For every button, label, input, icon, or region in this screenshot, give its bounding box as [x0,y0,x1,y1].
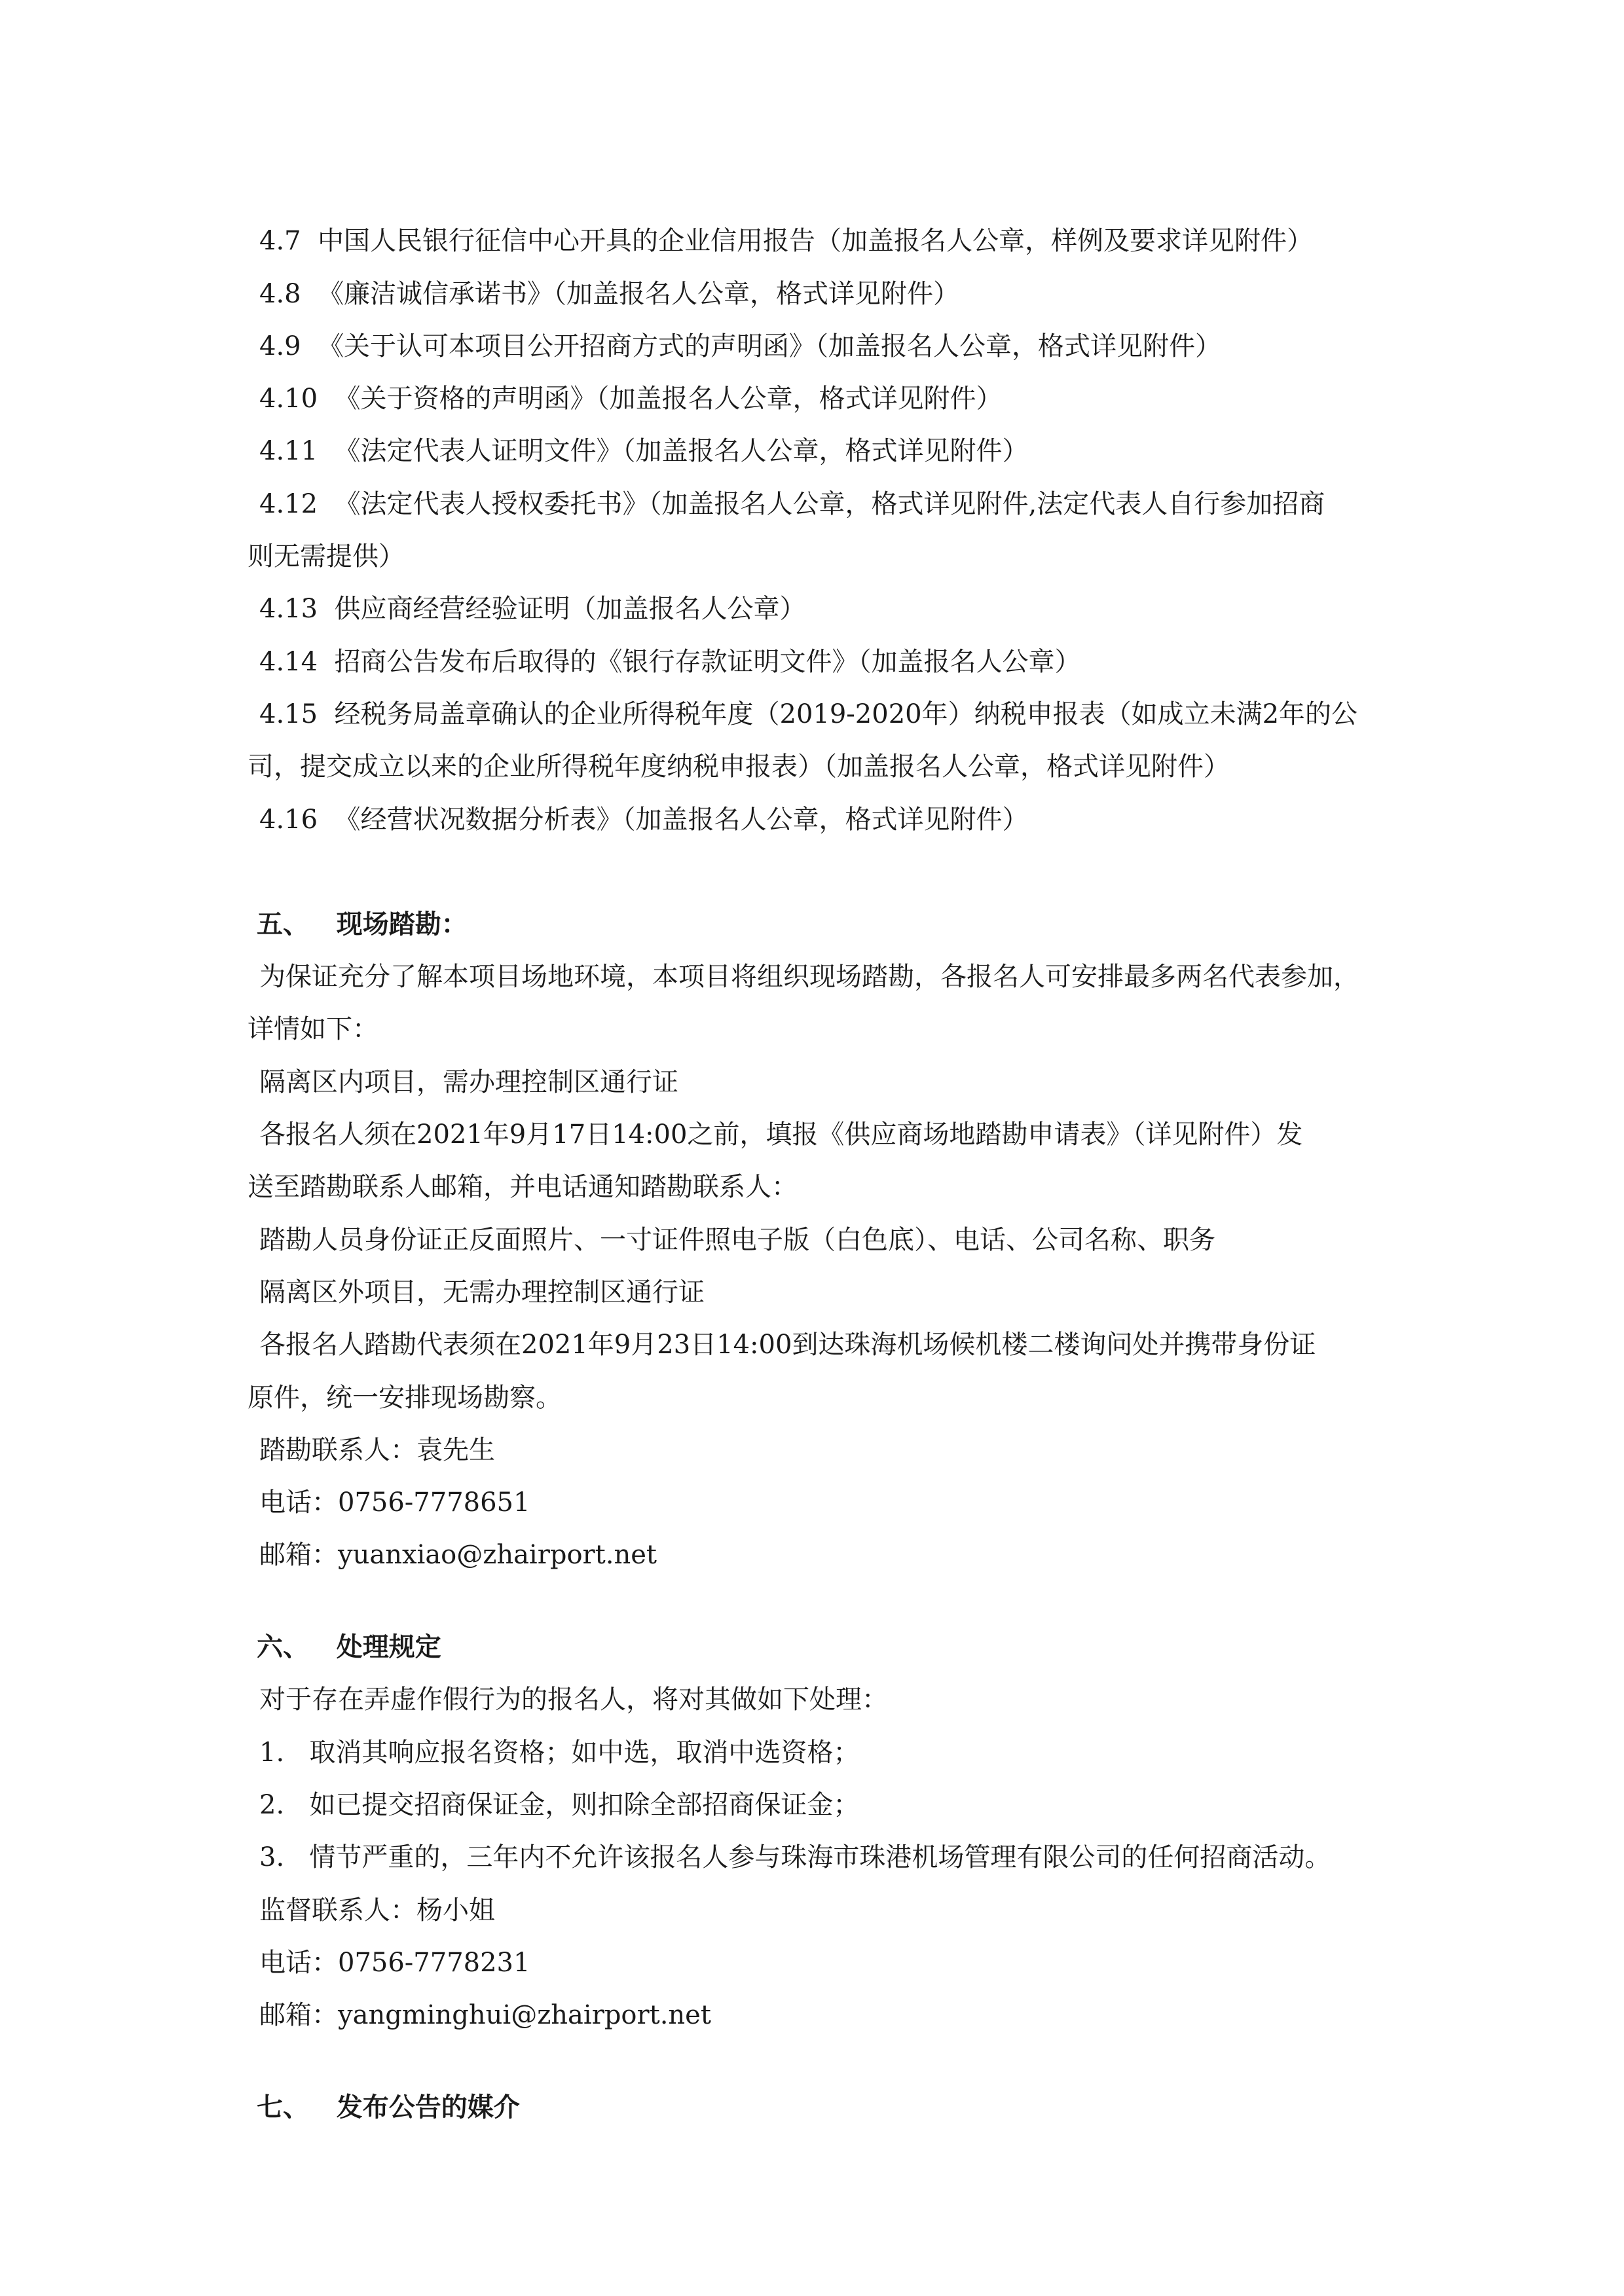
item-4-9: 4.9 《关于认可本项目公开招商方式的声明函》（加盖报名人公章，格式详见附件） [259,331,1222,361]
item-4-10: 4.10 《关于资格的声明函》（加盖报名人公章，格式详见附件） [259,384,1003,414]
item-4-12-cont: 则无需提供） [248,541,405,572]
item-4-12: 4.12 《法定代表人授权委托书》（加盖报名人公章，格式详见附件,法定代表人自行参加招商 [259,489,1325,519]
item-4-14: 4.14 招商公告发布后取得的《银行存款证明文件》（加盖报名人公章） [259,647,1081,677]
item-4-13: 4.13 供应商经营经验证明（加盖报名人公章） [259,594,806,624]
section6-phone: 电话：0756-7778231 [259,1948,530,1978]
section5-outside-text-cont: 原件，统一安排现场勘察。 [248,1383,562,1413]
section6-email: 邮箱：yangminghui@zhairport.net [259,2000,711,2030]
item-4-16: 4.16 《经营状况数据分析表》（加盖报名人公章，格式详见附件） [259,805,1029,835]
item-4-15-cont: 司，提交成立以来的企业所得税年度纳税申报表）（加盖报名人公章，格式详见附件） [248,752,1230,782]
section6-intro: 对于存在弄虚作假行为的报名人，将对其做如下处理： [259,1685,888,1715]
section6-contact: 监督联系人：杨小姐 [259,1895,495,1925]
section6-item-3: 3. 情节严重的，三年内不允许该报名人参与珠海市珠港机场管理有限公司的任何招商活动。 [259,1842,1331,1872]
section5-outside-text: 各报名人踏勘代表须在2021年9月23日14:00到达珠海机场候机楼二楼询问处并携带身份证 [259,1330,1316,1360]
section5-inside-text-cont: 送至踏勘联系人邮箱，并电话通知踏勘联系人： [248,1172,798,1202]
item-4-15: 4.15 经税务局盖章确认的企业所得税年度（2019-2020年）纳税申报表（如成立未满2年的公 [259,699,1358,729]
item-4-11: 4.11 《法定代表人证明文件》（加盖报名人公章，格式详见附件） [259,436,1029,466]
section5-heading: 五、 现场踏勘： [257,909,468,939]
section5-contact: 踏勘联系人：袁先生 [259,1435,495,1465]
section5-intro-cont: 详情如下： [248,1014,378,1044]
section6-item-2: 2. 如已提交招商保证金，则扣除全部招商保证金； [259,1790,860,1820]
section5-email: 邮箱：yuanxiao@zhairport.net [259,1540,657,1570]
section5-inside-materials: 踏勘人员身份证正反面照片、一寸证件照电子版（白色底）、电话、公司名称、职务 [259,1225,1215,1255]
section5-phone: 电话：0756-7778651 [259,1487,530,1518]
section6-heading: 六、 处理规定 [257,1632,441,1662]
section5-inside-title: 隔离区内项目，需办理控制区通行证 [259,1067,678,1097]
item-4-7: 4.7 中国人民银行征信中心开具的企业信用报告（加盖报名人公章，样例及要求详见附件） [259,226,1314,256]
section7-heading: 七、 发布公告的媒介 [257,2092,520,2123]
section5-outside-title: 隔离区外项目，无需办理控制区通行证 [259,1277,705,1307]
item-4-8: 4.8 《廉洁诚信承诺书》（加盖报名人公章，格式详见附件） [259,279,960,309]
section6-item-1: 1. 取消其响应报名资格；如中选，取消中选资格； [259,1738,860,1768]
section5-inside-text: 各报名人须在2021年9月17日14:00之前，填报《供应商场地踏勘申请表》（详见附件）发 [259,1120,1303,1150]
section5-intro: 为保证充分了解本项目场地环境，本项目将组织现场踏勘，各报名人可安排最多两名代表参加， [259,962,1359,992]
